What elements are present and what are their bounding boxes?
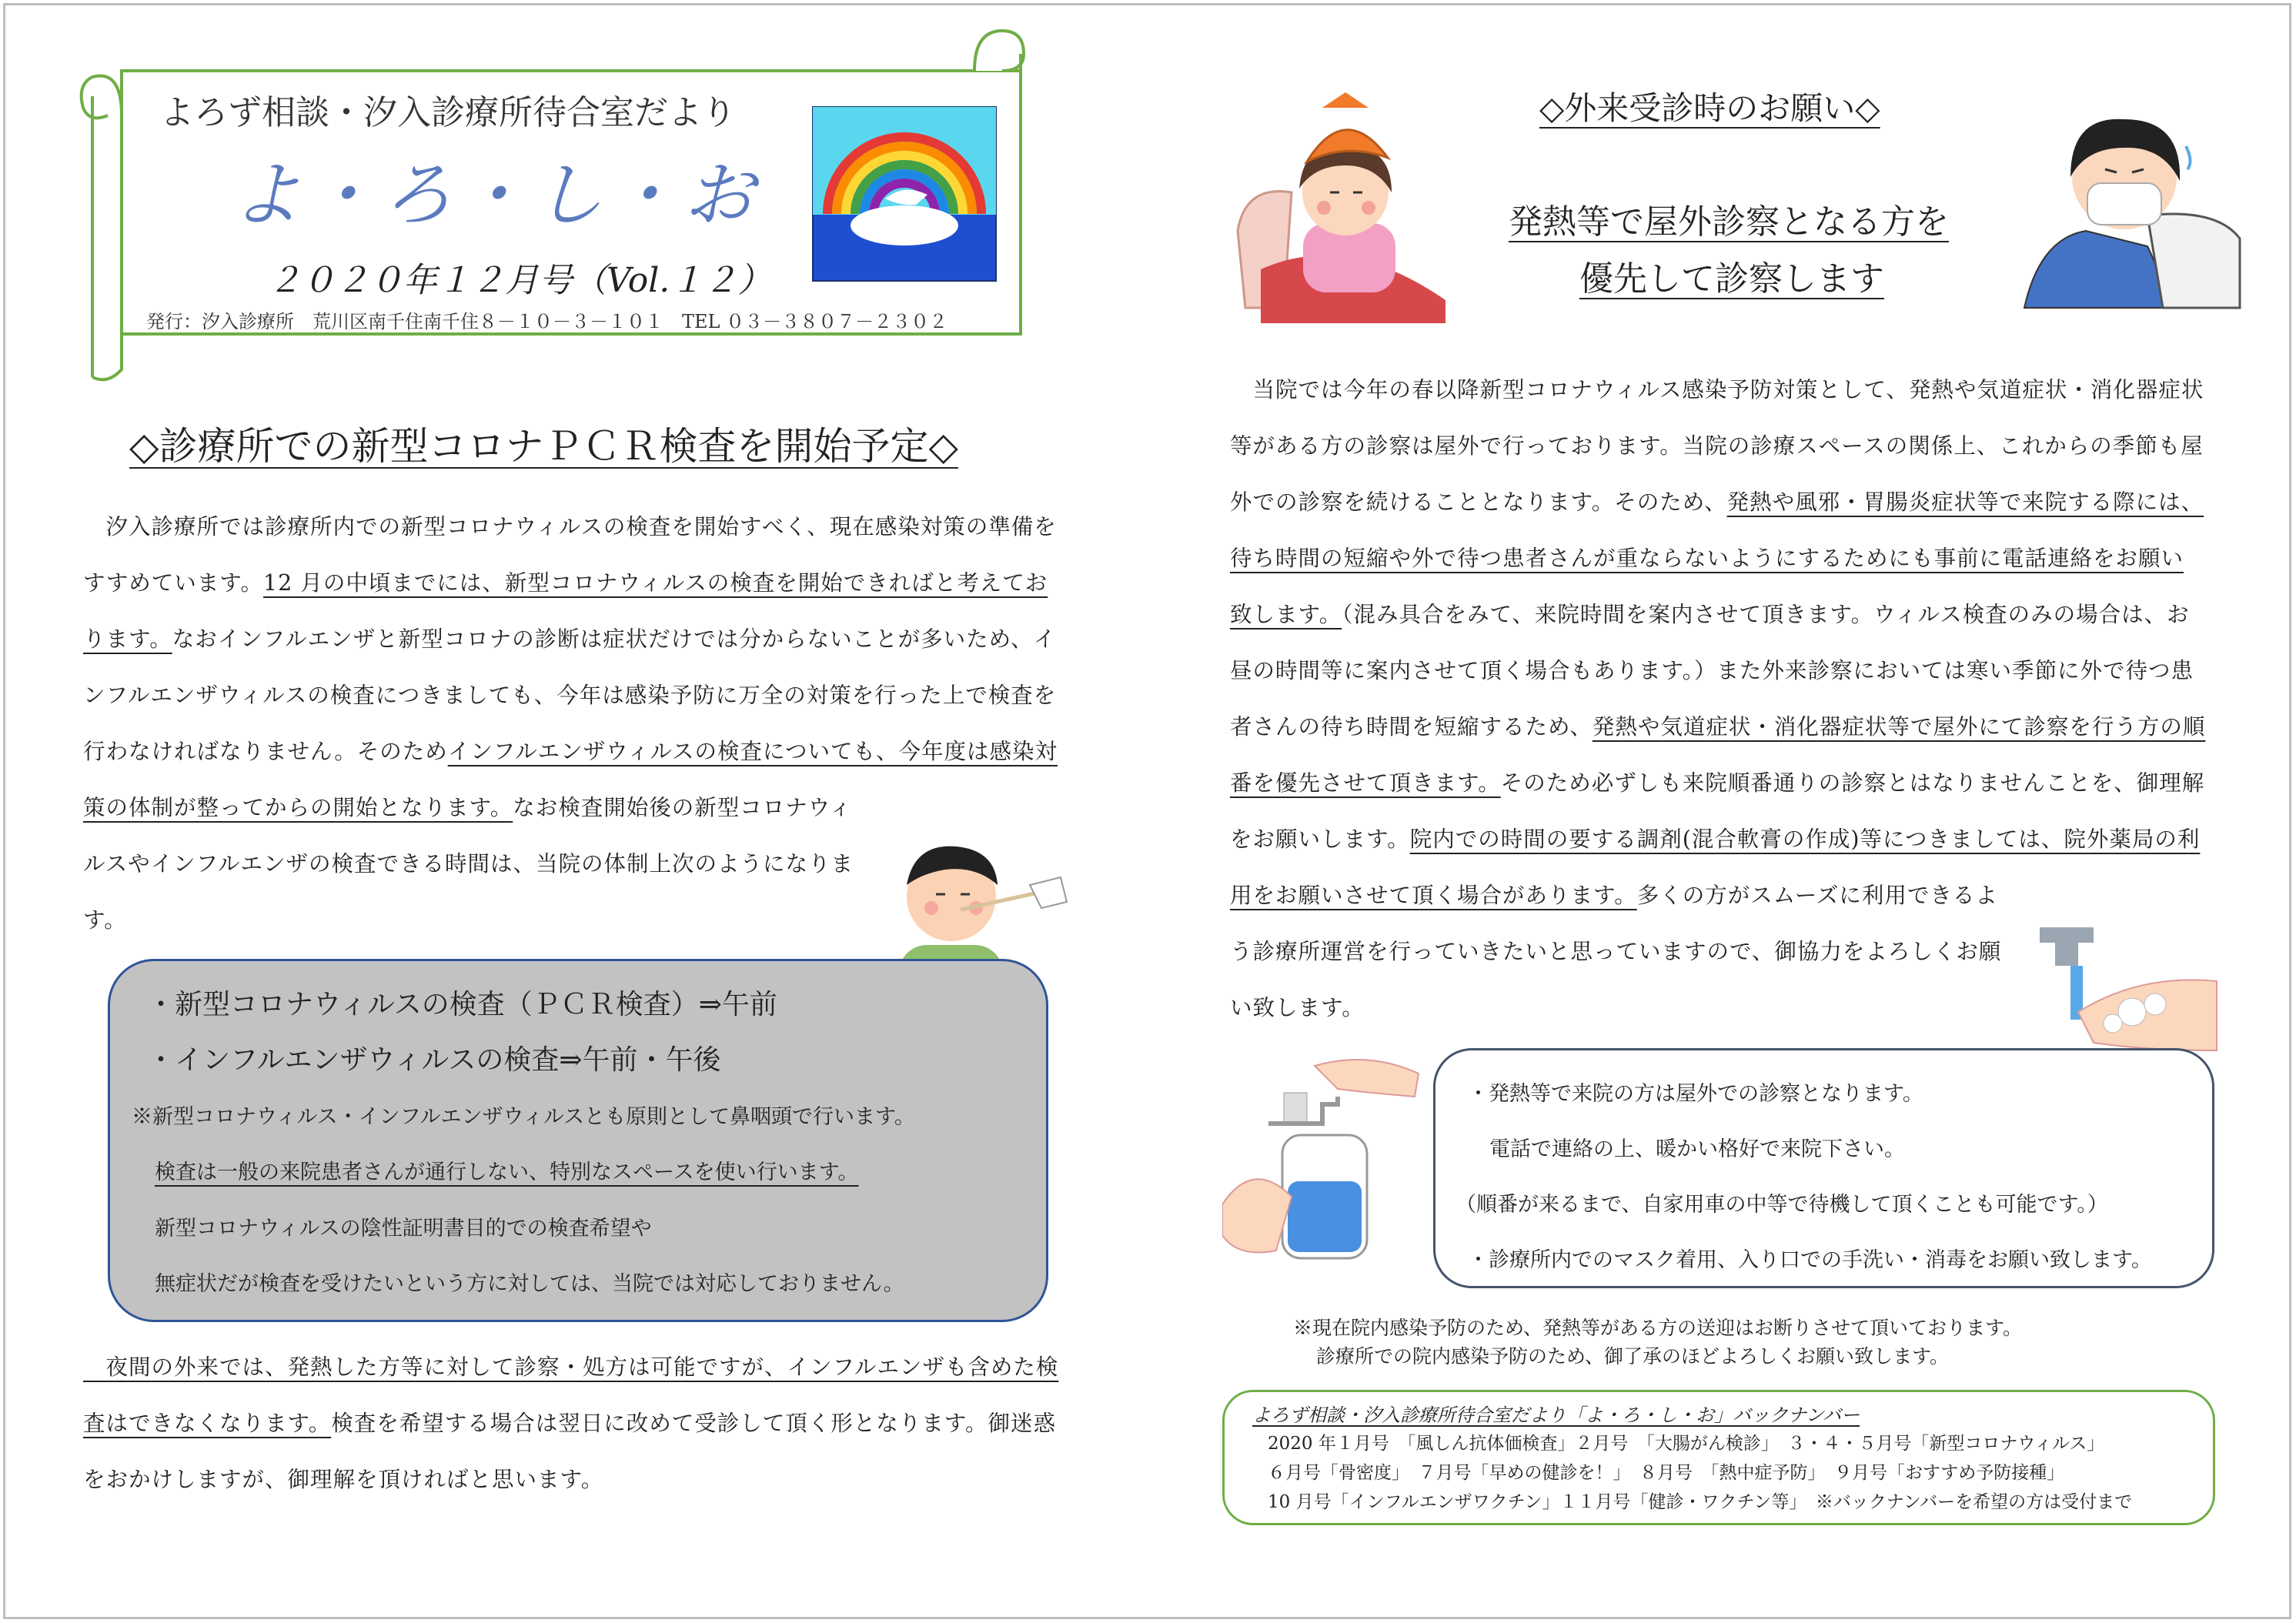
text-line: ンフルエンザウィルスの検査につきましても、今年は感染予防に万全の対策を行った上で検査を xyxy=(83,683,1057,708)
text-line: 致します。（混み具合をみて、来院時間を案内させて頂きます。ウィルス検査のみの場合は、お xyxy=(1230,602,2190,627)
text-line: 待ち時間の短縮や外で待つ患者さんが重ならないようにするためにも事前に電話連絡をお願い xyxy=(1230,546,2184,571)
notice-line-2: 診療所での院内感染予防のため、御了承のほどよろしくお願い致します。 xyxy=(1316,1345,1950,1368)
test-schedule-box xyxy=(108,959,1048,1322)
text-line: 外での診察を続けることとなります。そのため、発熱や風邪・胃腸炎症状等で来院する際には、 xyxy=(1230,489,2204,515)
masthead xyxy=(77,23,1031,385)
text-line: ルスやインフルエンザの検査できる時間は、当院の体制上次のようになりま xyxy=(83,851,854,877)
text-line: 汐入診療所では診療所内での新型コロナウィルスの検査を開始すべく、現在感染対策の準備を xyxy=(83,514,1057,539)
box-line: ・診療所内でのマスク着用、入り口での手洗い・消毒をお願い致します。 xyxy=(1468,1248,2152,1272)
flu-schedule-item: ・インフルエンザウィルスの検査⇒午前・午後 xyxy=(147,1044,721,1076)
masked-man-illustration xyxy=(2009,92,2248,316)
text-line: 査はできなくなります。検査を希望する場合は翌日に改めて受診して頂く形となります。御迷惑 xyxy=(83,1411,1056,1436)
text-line: をお願いします。院内での時間の要する調剤(混合軟膏の作成)等につきましては、院外薬局の利 xyxy=(1230,827,2201,852)
text-line: 番を優先させて頂きます。そのため必ずしも来院順番通りの診察とはなりませんことを、御理解 xyxy=(1230,770,2205,796)
notice-line-1: ※現在院内感染予防のため、発熱等がある方の送迎はお断りさせて頂いております。 xyxy=(1293,1317,2023,1339)
text-line: ります。なおインフルエンザと新型コロナの診断は症状だけでは分からないことが多いため、イ xyxy=(83,626,1056,652)
masthead-subtitle: よろず相談・汐入診療所待合室だより xyxy=(160,93,736,132)
back-numbers-box xyxy=(1222,1390,2215,1525)
box-line: ・発熱等で来院の方は屋外での診察となります。 xyxy=(1468,1082,1923,1106)
right-subheading-2: 優先して診察します xyxy=(1579,259,1884,299)
masthead-publisher: 発行：汐入診療所 荒川区南千住南千住８－１０－３－１０１ TEL ０３－３８０７－２３０２ xyxy=(146,311,948,332)
text-line: 夜間の外来では、発熱した方等に対して診察・処方は可能ですが、インフルエンザも含めた検 xyxy=(83,1354,1059,1380)
left-para2 xyxy=(83,1339,1068,1508)
text-line: 当院では今年の春以降新型コロナウィルス感染予防対策として、発熱や気道症状・消化器症状 xyxy=(1230,377,2204,402)
back-numbers-title: よろず相談・汐入診療所待合室だより「よ・ろ・し・お」バックナンバー xyxy=(1252,1404,1860,1426)
left-heading: ◇診療所での新型コロナＰＣＲ検査を開始予定◇ xyxy=(129,424,958,469)
sick-girl-illustration xyxy=(1230,77,1461,331)
text-line: 等がある方の診察は屋外で行っております。当院の診療スペースの関係上、これからの季節も屋 xyxy=(1230,433,2204,459)
box-note: 検査は一般の来院患者さんが通行しない、特別なスペースを使い行います。 xyxy=(155,1160,859,1184)
back-numbers-line: 10 月号「インフルエンザワクチン」１１月号「健診・ワクチン等」 ※バックナンバーを希望の方は受付まで xyxy=(1268,1492,2133,1512)
text-line: う診療所運営を行っていきたいと思っていますので、御協力をよろしくお願 xyxy=(1230,939,2002,964)
right-subheading-1: 発熱等で屋外診察となる方を xyxy=(1509,202,1949,242)
text-line: をおかけしますが、御理解を頂ければと思います。 xyxy=(83,1467,604,1492)
text-line: 行わなければなりません。そのためインフルエンザウィルスの検査についても、今年度は感染対 xyxy=(83,739,1058,764)
masthead-issue: ２０２０年１２月号（Vol.１２） xyxy=(268,261,772,300)
text-line: 用をお願いさせて頂く場合があります。多くの方がスムーズに利用できるよ xyxy=(1230,883,1998,908)
text-line: す。 xyxy=(83,907,127,933)
box-note: 新型コロナウィルスの陰性証明書目的での検査希望や xyxy=(155,1217,652,1241)
text-line: 策の体制が整ってからの開始となります。なお検査開始後の新型コロナウィ xyxy=(83,795,853,820)
right-heading: ◇外来受診時のお願い◇ xyxy=(1539,89,1880,127)
rainbow-dove-logo xyxy=(812,106,997,282)
back-numbers-line: 2020 年１月号 「風しん抗体価検査」２月号 「大腸がん検診」 ３・４・５月号「新型コロナウィルス」 xyxy=(1268,1434,2105,1454)
pcr-schedule-item: ・新型コロナウィルスの検査（ＰＣＲ検査）⇒午前 xyxy=(147,989,777,1020)
outdoor-visit-box xyxy=(1433,1048,2214,1288)
hand-sanitizer-illustration xyxy=(1222,1050,1422,1266)
text-line: 昼の時間等に案内させて頂く場合もあります。）また外来診察においては寒い季節に外で待つ患 xyxy=(1230,658,2194,683)
back-numbers-line: ６月号「骨密度」 ７月号「早めの健診を！」 ８月号 「熱中症予防」 ９月号「おすすめ予防接種」 xyxy=(1268,1463,2065,1483)
text-line: すすめています。12 月の中頃までには、新型コロナウィルスの検査を開始できればと考えてお xyxy=(83,570,1048,596)
box-line: 電話で連絡の上、暖かい格好で来院下さい。 xyxy=(1489,1137,1905,1161)
box-note: ※新型コロナウィルス・インフルエンザウィルスとも原則として鼻咽頭で行います。 xyxy=(132,1105,915,1129)
text-line: 者さんの待ち時間を短縮するため、発熱や気道症状・消化器症状等で屋外にて診察を行う方の順 xyxy=(1230,714,2206,740)
box-line: （順番が来るまで、自家用車の中等で待機して頂くことも可能です。） xyxy=(1455,1193,2108,1217)
masthead-title: よ・ろ・し・お xyxy=(231,154,760,236)
hand-washing-illustration xyxy=(2024,920,2224,1058)
text-line: い致します。 xyxy=(1230,995,1365,1020)
box-note: 無症状だが検査を受けたいという方に対しては、当院では対応しておりません。 xyxy=(155,1272,904,1296)
